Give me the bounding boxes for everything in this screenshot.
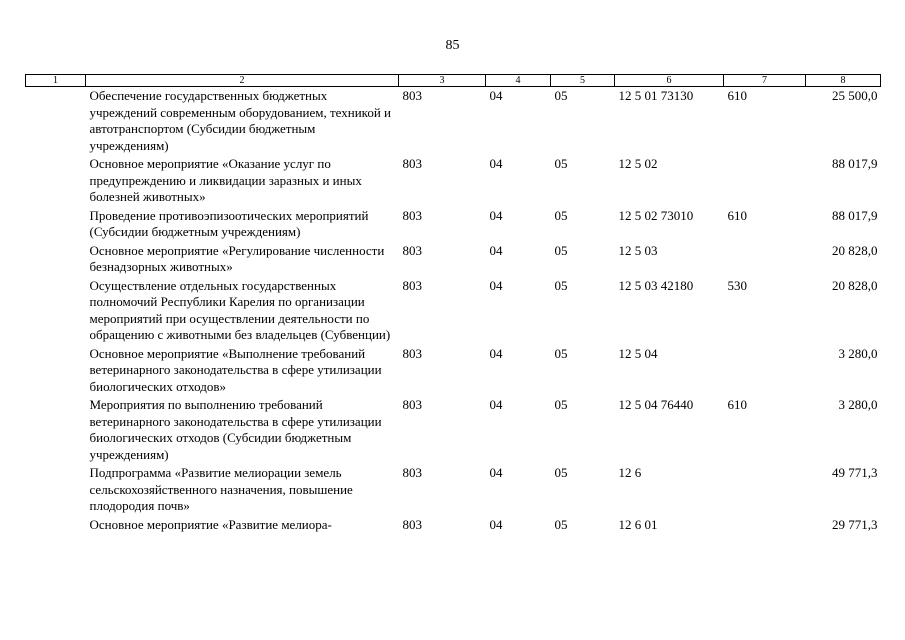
column-header: 7 <box>724 75 806 87</box>
cell-name: Основное мероприятие «Выполнение требований ветеринарного законодательства в сфере утилизации биологических отходов» <box>89 345 382 394</box>
table-row <box>26 277 881 345</box>
table-row <box>26 87 881 156</box>
cell-expense-type: 610 <box>727 88 747 103</box>
cell-name: Обеспечение государственных бюджетных учреждений современным оборудованием, техникой и автотранспортом (Субсидии бюджетным учреждениям) <box>89 88 391 153</box>
cell-index <box>26 396 86 464</box>
cell-ministry: 803 <box>402 156 422 171</box>
cell-subsection: 05 <box>554 207 568 223</box>
budget-table <box>25 74 881 534</box>
cell-index <box>26 207 86 242</box>
cell-name: Проведение противоэпизоотических мероприятий (Субсидии бюджетным учреждениям) <box>89 207 369 239</box>
cell-section: 04 <box>489 207 503 223</box>
cell-name: Основное мероприятие «Оказание услуг по предупреждению и ликвидации заразных и иных болезней животных» <box>89 156 362 204</box>
column-header: 6 <box>615 75 724 87</box>
cell-name: Подпрограмма «Развитие мелиорации земель сельскохозяйственного назначения, повышение плодородия почв» <box>89 465 353 513</box>
cell-name: Основное мероприятие «Развитие мелиора- <box>89 516 332 532</box>
cell-expense-type <box>724 155 806 207</box>
cell-target-article: 12 5 01 73130 <box>618 88 694 103</box>
cell-amount: 88 017,9 <box>832 207 878 223</box>
table-row <box>26 242 881 277</box>
cell-amount: 49 771,3 <box>832 465 878 480</box>
cell-index <box>26 464 86 516</box>
table-row <box>26 464 881 516</box>
cell-amount: 20 828,0 <box>832 277 878 293</box>
cell-target-article: 12 5 04 76440 <box>618 397 694 412</box>
cell-name: Осуществление отдельных государственных полномочий Республики Карелия по организации мероприятий при осуществлении деятельности по обращению с животными без владельцев (Субвенции) <box>89 277 391 342</box>
cell-amount: 20 828,0 <box>832 242 878 258</box>
cell-subsection: 05 <box>554 242 568 258</box>
cell-target-article: 12 5 03 42180 <box>618 277 694 293</box>
cell-expense-type: 530 <box>727 277 747 293</box>
cell-section: 04 <box>489 397 503 412</box>
column-header: 4 <box>486 75 551 87</box>
cell-amount: 88 017,9 <box>832 156 878 171</box>
cell-index <box>26 242 86 277</box>
cell-ministry: 803 <box>402 242 422 258</box>
cell-expense-type <box>724 516 806 535</box>
column-number-row <box>26 75 881 87</box>
cell-section: 04 <box>489 242 503 258</box>
column-header: 5 <box>551 75 615 87</box>
table-row <box>26 345 881 397</box>
cell-ministry: 803 <box>402 397 422 412</box>
cell-subsection: 05 <box>554 156 568 171</box>
cell-ministry: 803 <box>402 277 422 293</box>
column-header: 1 <box>26 75 86 87</box>
cell-expense-type <box>724 242 806 277</box>
table-row <box>26 155 881 207</box>
table-row <box>26 516 881 535</box>
cell-section: 04 <box>489 88 503 103</box>
cell-expense-type: 610 <box>727 397 747 412</box>
table-row <box>26 396 881 464</box>
page-number: 85 <box>445 38 460 53</box>
cell-target-article: 12 6 <box>618 465 642 480</box>
cell-index <box>26 87 86 156</box>
cell-index <box>26 155 86 207</box>
table-row <box>26 207 881 242</box>
cell-name: Основное мероприятие «Регулирование численности безнадзорных животных» <box>89 242 385 274</box>
cell-expense-type <box>724 345 806 397</box>
cell-section: 04 <box>489 345 503 361</box>
cell-target-article: 12 5 03 <box>618 242 658 258</box>
cell-subsection: 05 <box>554 465 568 480</box>
cell-ministry: 803 <box>402 465 422 480</box>
cell-target-article: 12 5 02 <box>618 156 658 171</box>
column-header: 8 <box>806 75 881 87</box>
cell-index <box>26 345 86 397</box>
cell-amount: 29 771,3 <box>832 516 878 532</box>
cell-expense-type: 610 <box>727 207 747 223</box>
cell-amount: 25 500,0 <box>832 88 878 103</box>
cell-ministry: 803 <box>402 345 422 361</box>
column-header: 3 <box>399 75 486 87</box>
cell-target-article: 12 5 02 73010 <box>618 207 694 223</box>
cell-section: 04 <box>489 465 503 480</box>
cell-subsection: 05 <box>554 277 568 293</box>
cell-ministry: 803 <box>402 88 422 103</box>
cell-subsection: 05 <box>554 88 568 103</box>
cell-expense-type <box>724 464 806 516</box>
column-header: 2 <box>86 75 399 87</box>
cell-ministry: 803 <box>402 516 422 532</box>
cell-name: Мероприятия по выполнению требований ветеринарного законодательства в сфере утилизации биологических отходов (Субсидии бюджетным учреждениям) <box>89 397 382 462</box>
cell-section: 04 <box>489 156 503 171</box>
cell-subsection: 05 <box>554 345 568 361</box>
cell-target-article: 12 6 01 <box>618 516 658 532</box>
cell-ministry: 803 <box>402 207 422 223</box>
cell-target-article: 12 5 04 <box>618 345 658 361</box>
cell-section: 04 <box>489 516 503 532</box>
cell-amount: 3 280,0 <box>838 345 878 361</box>
cell-section: 04 <box>489 277 503 293</box>
cell-index <box>26 516 86 535</box>
cell-subsection: 05 <box>554 397 568 412</box>
cell-subsection: 05 <box>554 516 568 532</box>
cell-index <box>26 277 86 345</box>
cell-amount: 3 280,0 <box>838 397 878 412</box>
